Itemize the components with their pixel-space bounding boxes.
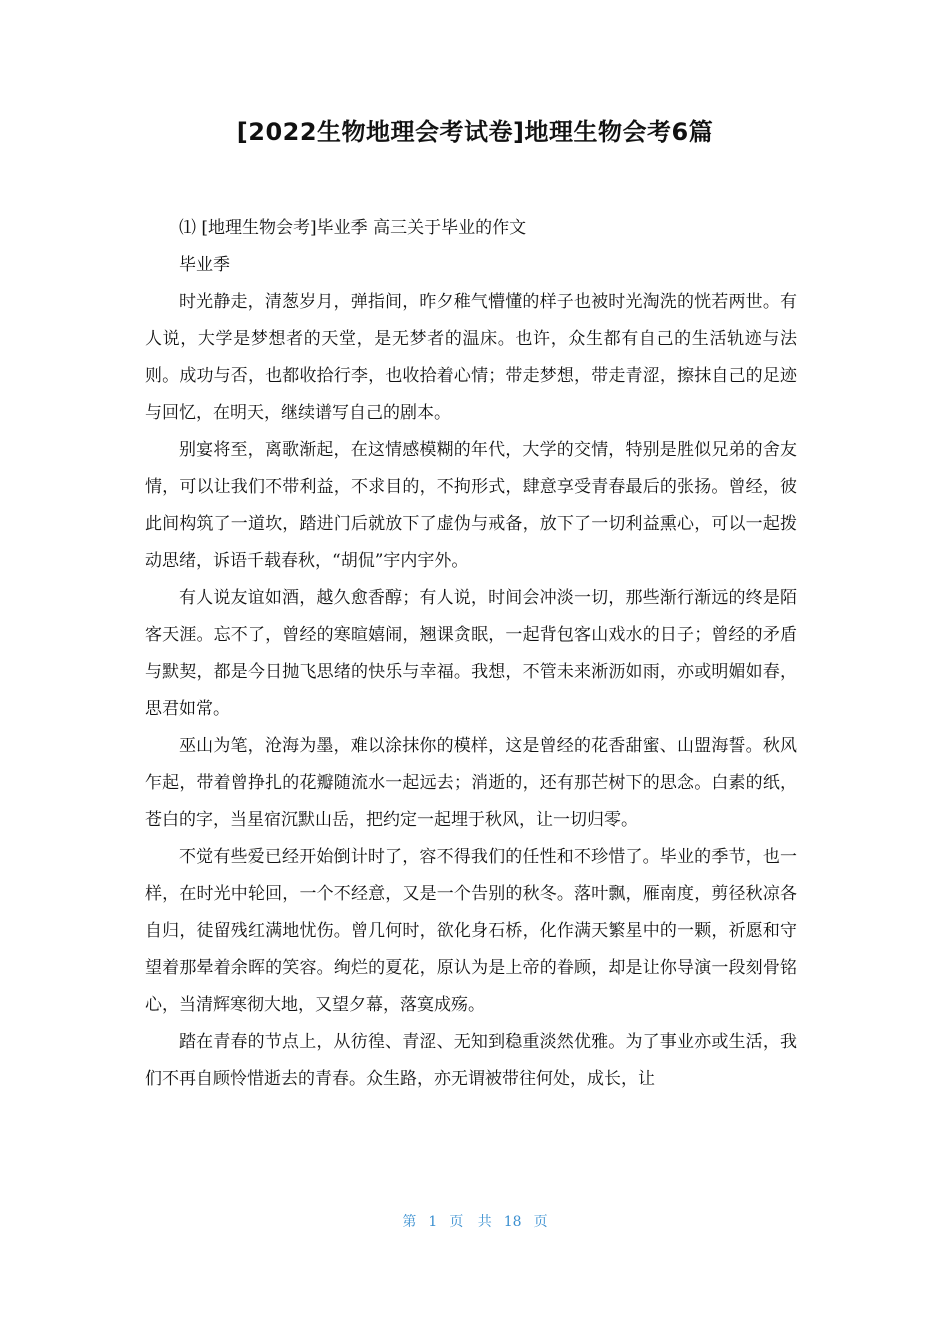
footer-label-page: 第 <box>402 1214 417 1230</box>
paragraph: 别宴将至，离歌渐起，在这情感模糊的年代，大学的交情，特别是胜似兄弟的舍友情，可以让我们不带利益，不求目的，不拘形式，肆意享受青春最后的张扬。曾经，彼此间构筑了一道坎，踏进门后就放下了虚伪与戒备，放下了一切利益熏心，可以一起拨动思绪，诉语千载春秋，“胡侃”宇内宇外。 <box>145 440 797 571</box>
page-number-footer <box>0 1210 950 1234</box>
subheading: 毕业季 <box>179 255 230 275</box>
footer-current-page: 1 <box>428 1214 438 1230</box>
footer-label-end: 页 <box>533 1214 548 1230</box>
section-heading: ⑴ [地理生物会考]毕业季 高三关于毕业的作文 <box>179 218 527 238</box>
paragraph: 时光静走，清葱岁月，弹指间，昨夕稚气懵懂的样子也被时光淘洗的恍若两世。有人说，大学是梦想者的天堂，是无梦者的温床。也许，众生都有自己的生活轨迹与法则。成功与否，也都收拾行李，也收拾着心情；带走梦想，带走青涩，擦抹自己的足迹与回忆，在明天，继续谱写自己的剧本。 <box>145 292 797 423</box>
footer-label-total: 页 共 <box>449 1214 492 1230</box>
paragraph: 踏在青春的节点上，从彷徨、青涩、无知到稳重淡然优雅。为了事业亦或生活，我们不再自顾怜惜逝去的青春。众生路，亦无谓被带往何处，成长，让 <box>145 1032 797 1089</box>
document-body <box>145 210 797 1098</box>
document-title: [2022生物地理会考试卷]地理生物会考6篇 <box>236 118 714 146</box>
paragraph: 有人说友谊如酒，越久愈香醇；有人说，时间会冲淡一切，那些渐行渐远的终是陌客天涯。忘不了，曾经的寒暄嬉闹，翘课贪眠，一起背包客山戏水的日子；曾经的矛盾与默契，都是今日抛飞思绪的快乐与幸福。我想，不管未来淅沥如雨，亦或明媚如春，思君如常。 <box>145 588 797 719</box>
paragraph: 不觉有些爱已经开始倒计时了，容不得我们的任性和不珍惜了。毕业的季节，也一样，在时光中轮回，一个不经意，又是一个告别的秋冬。落叶飘，雁南度，剪径秋凉各自归，徒留残红满地忧伤。曾几何时，欲化身石桥，化作满天繁星中的一颗，祈愿和守望着那晕着余晖的笑容。绚烂的夏花，原认为是上帝的眷顾，却是让你导演一段刻骨铭心，当清辉寒彻大地，又望夕幕，落寞成殇。 <box>145 847 797 1015</box>
paragraph: 巫山为笔，沧海为墨，难以涂抹你的模样，这是曾经的花香甜蜜、山盟海誓。秋风乍起，带着曾挣扎的花瓣随流水一起远去；消逝的，还有那芒树下的思念。白素的纸，苍白的字，当星宿沉默山岳，把约定一起埋于秋风，让一切归零。 <box>145 736 797 830</box>
footer-total-pages: 18 <box>503 1214 522 1230</box>
